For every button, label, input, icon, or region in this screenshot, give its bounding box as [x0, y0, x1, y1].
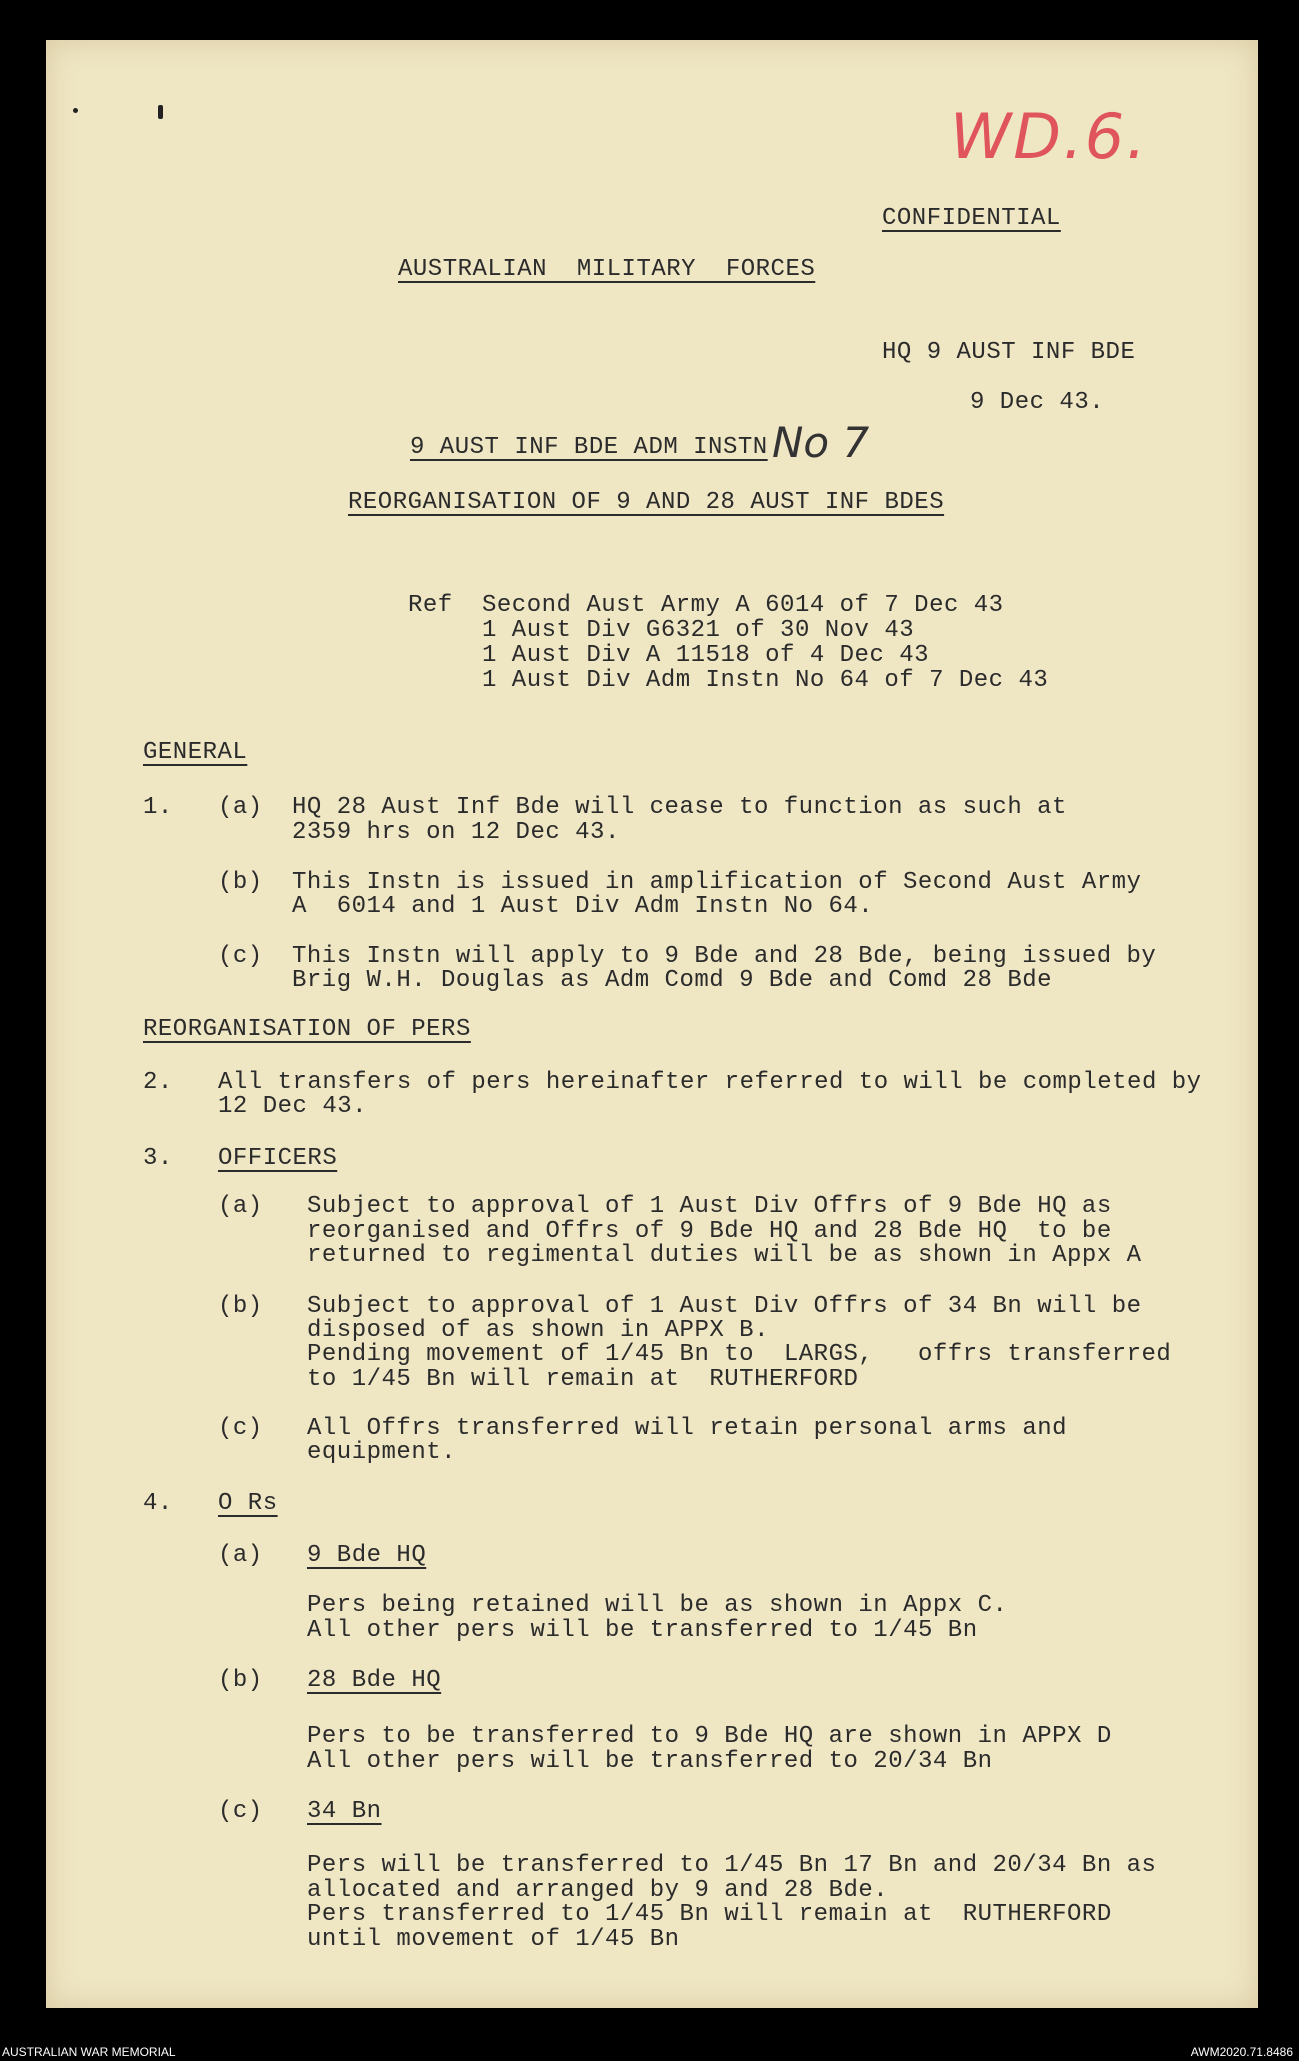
footer-institution: AUSTRALIAN WAR MEMORIAL [2, 2045, 176, 2059]
paragraph-number: 1. [143, 794, 173, 821]
item-line: A 6014 and 1 Aust Div Adm Instn No 64. [292, 893, 874, 920]
item-label: (c) [218, 1798, 263, 1825]
item-label: (a) [218, 794, 263, 821]
hq-line: HQ 9 AUST INF BDE [882, 339, 1136, 366]
paragraph-line: 12 Dec 43. [218, 1093, 368, 1120]
item-line: Pending movement of 1/45 Bn to LARGS, offrs transferred [307, 1341, 1172, 1368]
date-line: 9 Dec 43. [970, 389, 1105, 416]
item-line: Subject to approval of 1 Aust Div Offrs of 9 Bde HQ as [307, 1193, 1112, 1220]
item-line: 2359 hrs on 12 Dec 43. [292, 819, 620, 846]
item-label: (c) [218, 1415, 263, 1442]
item-line: All other pers will be transferred to 20/34 Bn [307, 1748, 993, 1775]
punch-hole [158, 105, 163, 119]
paragraph-number: 2. [143, 1069, 173, 1096]
item-line: All Offrs transferred will retain personal arms and [307, 1415, 1068, 1442]
item-line: Pers being retained will be as shown in Appx C. [307, 1592, 1008, 1619]
reference-line: Second Aust Army A 6014 of 7 Dec 43 [482, 592, 1004, 619]
item-line: allocated and arranged by 9 and 28 Bde. [307, 1877, 889, 1904]
item-line: Pers to be transferred to 9 Bde HQ are shown in APPX D [307, 1723, 1112, 1750]
item-line: Subject to approval of 1 Aust Div Offrs of 34 Bn will be [307, 1293, 1142, 1320]
footer-accession-number: AWM2020.71.8486 [1190, 2045, 1293, 2059]
item-line: returned to regimental duties will be as shown in Appx A [307, 1242, 1142, 1269]
item-line: This Instn is issued in amplification of Second Aust Army [292, 869, 1142, 896]
punch-hole [73, 108, 78, 113]
paragraph-number: 4. [143, 1490, 173, 1517]
item-label: (b) [218, 1667, 263, 1694]
item-label: (a) [218, 1542, 263, 1569]
paragraph-line: All transfers of pers hereinafter referred to will be completed by [218, 1069, 1202, 1096]
item-line: disposed of as shown in APPX B. [307, 1317, 769, 1344]
item-label: (c) [218, 943, 263, 970]
item-heading: 28 Bde HQ [307, 1667, 442, 1694]
item-line: Pers will be transferred to 1/45 Bn 17 Bn and 20/34 Bn as [307, 1852, 1157, 1879]
section-heading-general: GENERAL [143, 739, 248, 766]
handwritten-reference: WD.6. [950, 100, 1148, 173]
instruction-number: No 7 [772, 418, 870, 467]
item-line: This Instn will apply to 9 Bde and 28 Bde, being issued by [292, 943, 1157, 970]
org-heading: AUSTRALIAN MILITARY FORCES [398, 256, 816, 283]
item-line: reorganised and Offrs of 9 Bde HQ and 28 Bde HQ to be [307, 1218, 1112, 1245]
item-line: equipment. [307, 1439, 457, 1466]
item-heading: 9 Bde HQ [307, 1542, 427, 1569]
reference-line: 1 Aust Div G6321 of 30 Nov 43 [482, 617, 915, 644]
classification-label: CONFIDENTIAL [882, 205, 1061, 232]
item-line: HQ 28 Aust Inf Bde will cease to function as such at [292, 794, 1067, 821]
item-line: until movement of 1/45 Bn [307, 1926, 680, 1953]
section-heading-reorg: REORGANISATION OF PERS [143, 1016, 471, 1043]
item-line: All other pers will be transferred to 1/45 Bn [307, 1617, 978, 1644]
item-line: Brig W.H. Douglas as Adm Comd 9 Bde and Comd 28 Bde [292, 967, 1053, 994]
paragraph-number: 3. [143, 1145, 173, 1172]
item-label: (b) [218, 869, 263, 896]
item-line: Pers transferred to 1/45 Bn will remain at RUTHERFORD [307, 1901, 1112, 1928]
reference-label: Ref [408, 592, 453, 619]
item-line: to 1/45 Bn will remain at RUTHERFORD [307, 1366, 859, 1393]
subheading-other-ranks: O Rs [218, 1490, 278, 1517]
reference-line: 1 Aust Div A 11518 of 4 Dec 43 [482, 642, 930, 669]
instruction-title: 9 AUST INF BDE ADM INSTN [410, 434, 768, 461]
item-label: (a) [218, 1193, 263, 1220]
instruction-subject: REORGANISATION OF 9 AND 28 AUST INF BDES [348, 489, 945, 516]
reference-line: 1 Aust Div Adm Instn No 64 of 7 Dec 43 [482, 667, 1049, 694]
item-heading: 34 Bn [307, 1798, 382, 1825]
item-label: (b) [218, 1293, 263, 1320]
subheading-officers: OFFICERS [218, 1145, 338, 1172]
